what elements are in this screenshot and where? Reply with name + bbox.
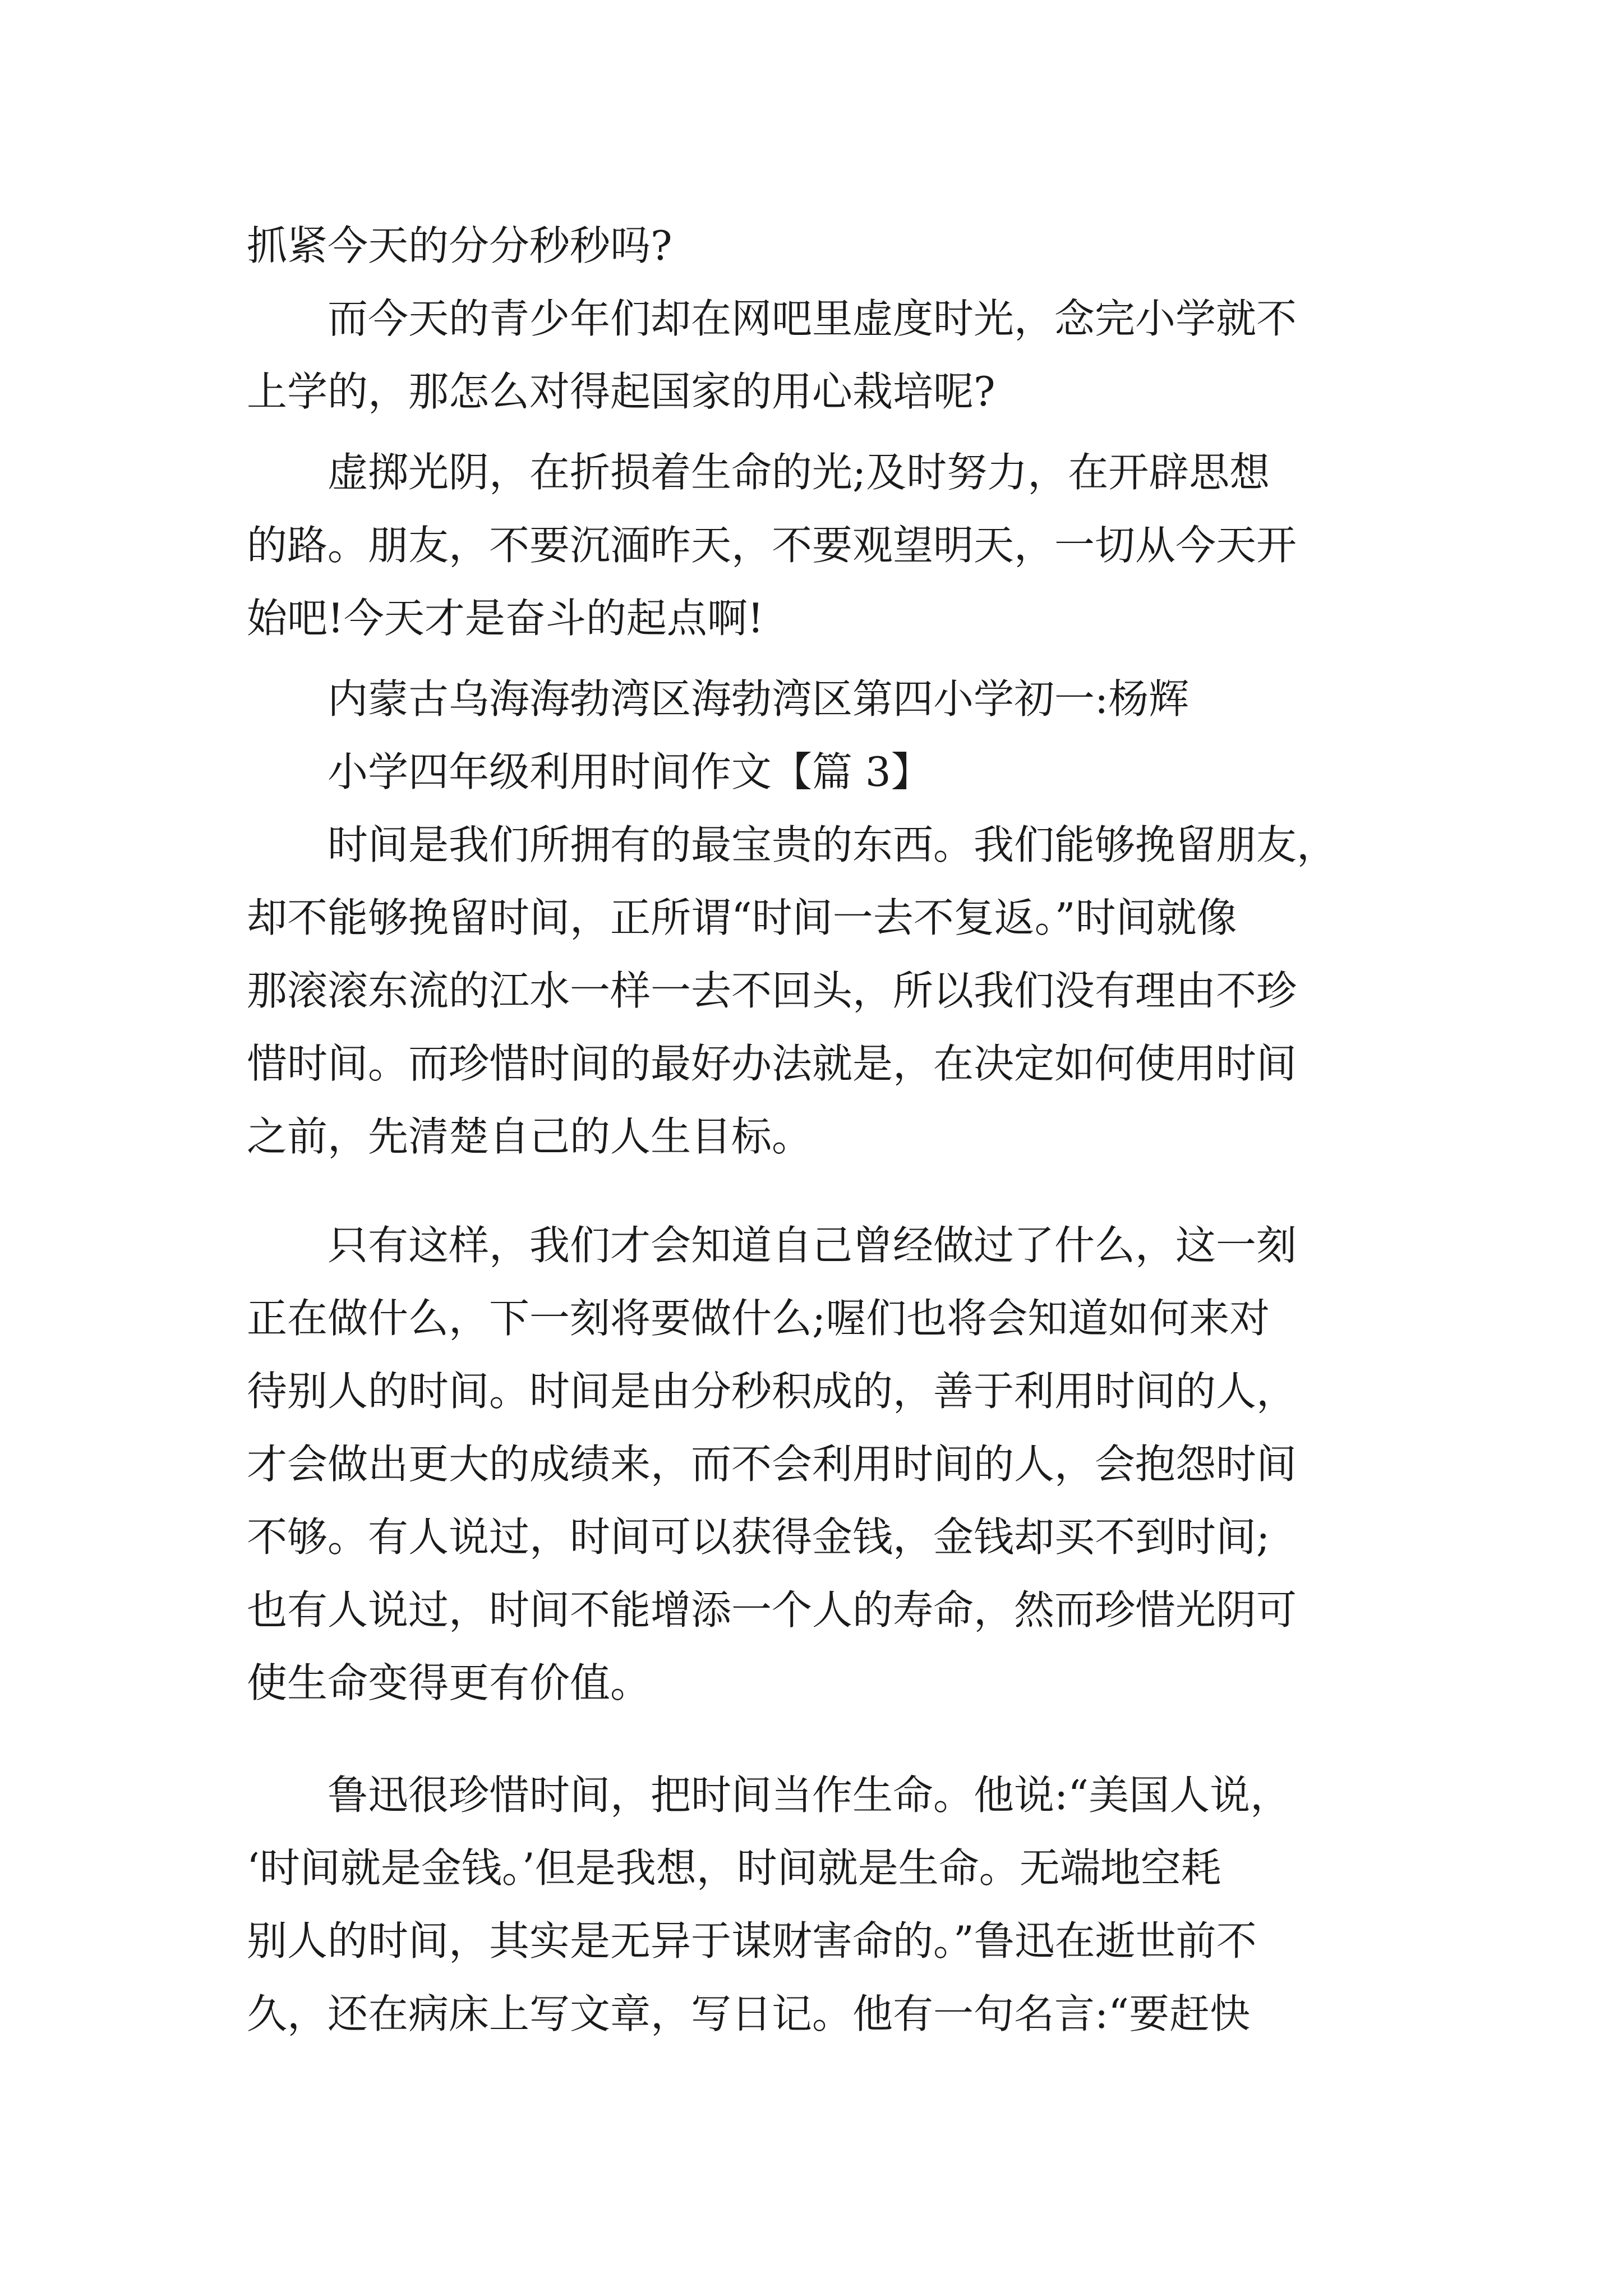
text-line: 而今天的青少年们却在网吧里虚度时光，念完小学就不: [328, 295, 1297, 342]
text-line: 抓紧今天的分分秒秒吗?: [247, 222, 672, 269]
text-line: 鲁迅很珍惜时间，把时间当作生命。他说:“美国人说，: [328, 1772, 1291, 1819]
text-line: 上学的，那怎么对得起国家的用心栽培呢?: [247, 368, 995, 415]
text-line: 正在做什么，下一刻将要做什么;喔们也将会知道如何来对: [247, 1295, 1270, 1342]
text-line: 别人的时间，其实是无异于谋财害命的。”鲁迅在逝世前不: [247, 1917, 1257, 1964]
text-line: 时间是我们所拥有的最宝贵的东西。我们能够挽留朋友，: [328, 821, 1338, 868]
text-line: 才会做出更大的成绩来，而不会利用时间的人，会抱怨时间: [247, 1441, 1297, 1488]
text-line: 始吧!今天才是奋斗的起点啊!: [247, 595, 764, 642]
text-line: 惜时间。而珍惜时间的最好办法就是，在决定如何使用时间: [247, 1040, 1297, 1087]
text-line: 那滚滚东流的江水一样一去不回头，所以我们没有理由不珍: [247, 967, 1297, 1014]
text-line: 使生命变得更有价值。: [247, 1659, 651, 1706]
text-line: 虚掷光阴，在折损着生命的光;及时努力，在开辟思想: [328, 449, 1270, 496]
text-line: ‘时间就是金钱。’但是我想，时间就是生命。无端地空耗: [247, 1844, 1221, 1892]
author-line: 内蒙古乌海海勃湾区海勃湾区第四小学初一:杨辉: [328, 675, 1189, 723]
text-line: 也有人说过，时间不能增添一个人的寿命，然而珍惜光阴可: [247, 1586, 1297, 1634]
text-line: 待别人的时间。时间是由分秒积成的，善于利用时间的人，: [247, 1368, 1297, 1415]
text-line: 久，还在病床上写文章，写日记。他有一句名言:“要赶快: [247, 1990, 1251, 2037]
text-line: 的路。朋友，不要沉湎昨天，不要观望明天，一切从今天开: [247, 522, 1297, 569]
text-line: 却不能够挽留时间，正所谓“时间一去不复返。”时间就像: [247, 894, 1237, 941]
text-line: 只有这样，我们才会知道自己曾经做过了什么，这一刻: [328, 1222, 1297, 1269]
text-line: 不够。有人说过，时间可以获得金钱，金钱却买不到时间;: [247, 1513, 1270, 1561]
text-line: 之前，先清楚自己的人生目标。: [247, 1113, 813, 1160]
section-heading: 小学四年级利用时间作文【篇 3】: [328, 748, 932, 795]
